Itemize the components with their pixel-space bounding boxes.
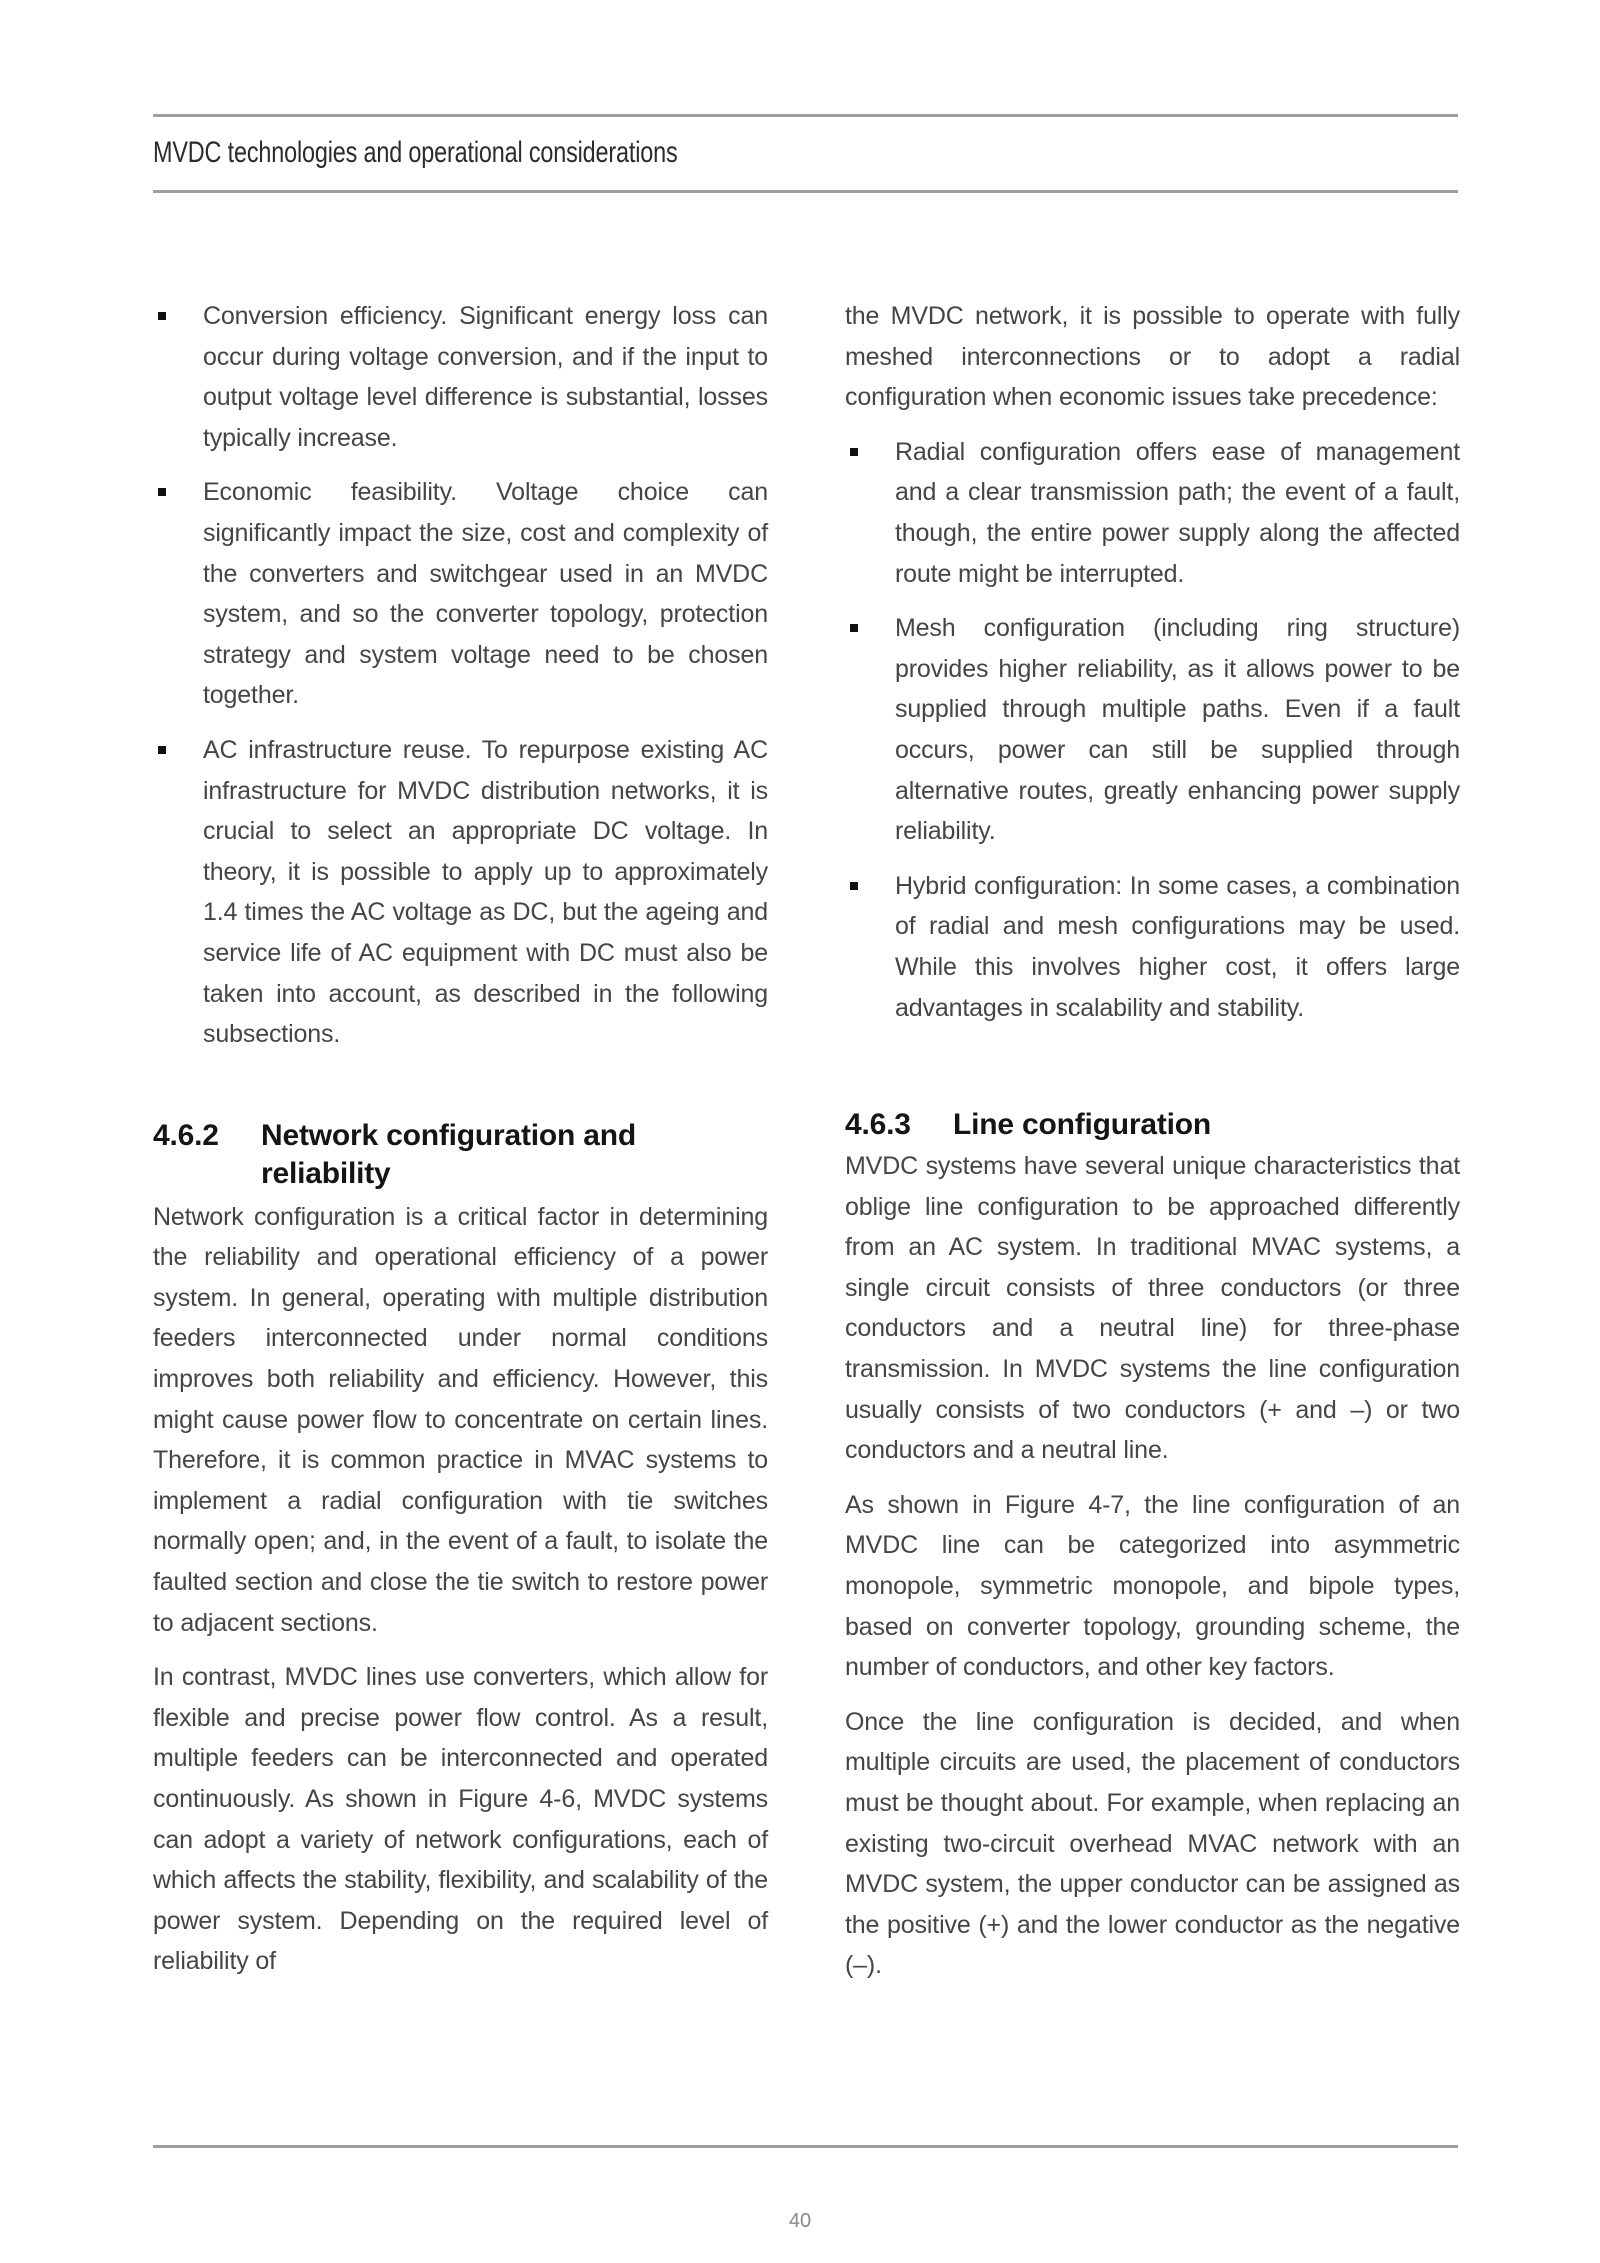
header-top-rule	[153, 114, 1458, 117]
right-column	[845, 296, 1460, 2000]
list-item	[153, 730, 768, 1055]
list-item-text: Economic feasibility. Voltage choice can significantly impact the size, cost and complexity of the converters and switchgear used in an MVDC system, and so the converter topology, protection strategy and system voltage need to be chosen together.	[203, 478, 768, 710]
section-number: 4.6.2	[153, 1118, 219, 1152]
section-heading-4-6-2	[153, 1117, 768, 1193]
body-paragraph: Once the line configuration is decided, and when multiple circuits are used, the placement of conductors must be thought about. For example, when replacing an existing two-circuit overhead MVAC network with an MVDC system, the upper conductor can be assigned as the positive (+) and the lower conductor as the negative (–).	[845, 1707, 1460, 1980]
square-bullet-icon	[850, 882, 858, 890]
body-paragraph: Network configuration is a critical factor in determining the reliability and operational efficiency of a power system. In general, operating with multiple distribution feeders interconnected under normal conditions improves both reliability and efficiency. However, this might cause power flow to concentrate on certain lines. Therefore, it is common practice in MVAC systems to implement a radial configuration with tie switches normally open; and, in the event of a fault, to isolate the faulted section and close the tie switch to restore power to adjacent sections.	[153, 1202, 768, 1637]
body-paragraph: As shown in Figure 4-7, the line configuration of an MVDC line can be categorized into asymmetric monopole, symmetric monopole, and bipole types, based on converter topology, grounding scheme, the number of conductors, and other key factors.	[845, 1490, 1460, 1682]
list-item-text: Mesh configuration (including ring structure) provides higher reliability, as it allows power to be supplied through multiple paths. Even if a fault occurs, power can still be supplied through alternative routes, greatly enhancing power supply reliability.	[895, 614, 1460, 846]
list-item-text: AC infrastructure reuse. To repurpose existing AC infrastructure for MVDC distribution networks, it is crucial to select an appropriate DC voltage. In theory, it is possible to apply up to approximately 1.4 times the AC voltage as DC, but the ageing and service life of AC equipment with DC must also be taken into account, as described in the following subsections.	[203, 735, 768, 1049]
list-item	[845, 866, 1460, 1028]
section-heading-4-6-3	[845, 1106, 1460, 1144]
body-paragraph: In contrast, MVDC lines use converters, which allow for flexible and precise power flow control. As a result, multiple feeders can be interconnected and operated continuously. As shown in Figure 4-6, MVDC systems can adopt a variety of network configurations, each of which affects the stability, flexibility, and scalability of the power system. Depending on the required level of reliability of	[153, 1663, 768, 1976]
square-bullet-icon	[158, 746, 166, 754]
body-paragraph: MVDC systems have several unique characteristics that oblige line configuration to be approached differently from an AC system. In traditional MVAC systems, a single circuit consists of three conductors (or three conductors and a neutral line) for three-phase transmission. In MVDC systems the line configuration usually consists of two conductors (+ and –) or two conductors and a neutral line.	[845, 1152, 1460, 1465]
footer-rule	[153, 2145, 1458, 2148]
page-number: 40	[788, 2210, 812, 2232]
section-number: 4.6.3	[845, 1108, 911, 1142]
square-bullet-icon	[850, 624, 858, 632]
square-bullet-icon	[158, 488, 166, 496]
list-item-text: Conversion efficiency. Significant energy loss can occur during voltage conversion, and if the input to output voltage level difference is substantial, losses typically increase.	[203, 302, 768, 452]
voltage-considerations-list	[153, 296, 768, 1055]
list-item	[153, 296, 768, 458]
list-item	[845, 432, 1460, 594]
list-item	[153, 472, 768, 716]
section-title: Network configuration and reliability	[261, 1118, 637, 1190]
header-bottom-rule	[153, 190, 1458, 193]
list-item-text: Hybrid configuration: In some cases, a combination of radial and mesh configurations may be used. While this involves higher cost, it offers large advantages in scalability and stability.	[895, 871, 1460, 1022]
section-title: Line configuration	[953, 1108, 1212, 1142]
left-column	[153, 296, 768, 1996]
network-configuration-list	[845, 432, 1460, 1028]
body-paragraph-continuation: the MVDC network, it is possible to operate with fully meshed interconnections or to adopt a radial configuration when economic issues take precedence:	[845, 302, 1460, 412]
square-bullet-icon	[850, 448, 858, 456]
list-item-text: Radial configuration offers ease of management and a clear transmission path; the event of a fault, though, the entire power supply along the affected route might be interrupted.	[895, 437, 1460, 588]
list-item	[845, 608, 1460, 852]
square-bullet-icon	[158, 312, 166, 320]
running-header-title: MVDC technologies and operational considerations	[153, 136, 678, 169]
